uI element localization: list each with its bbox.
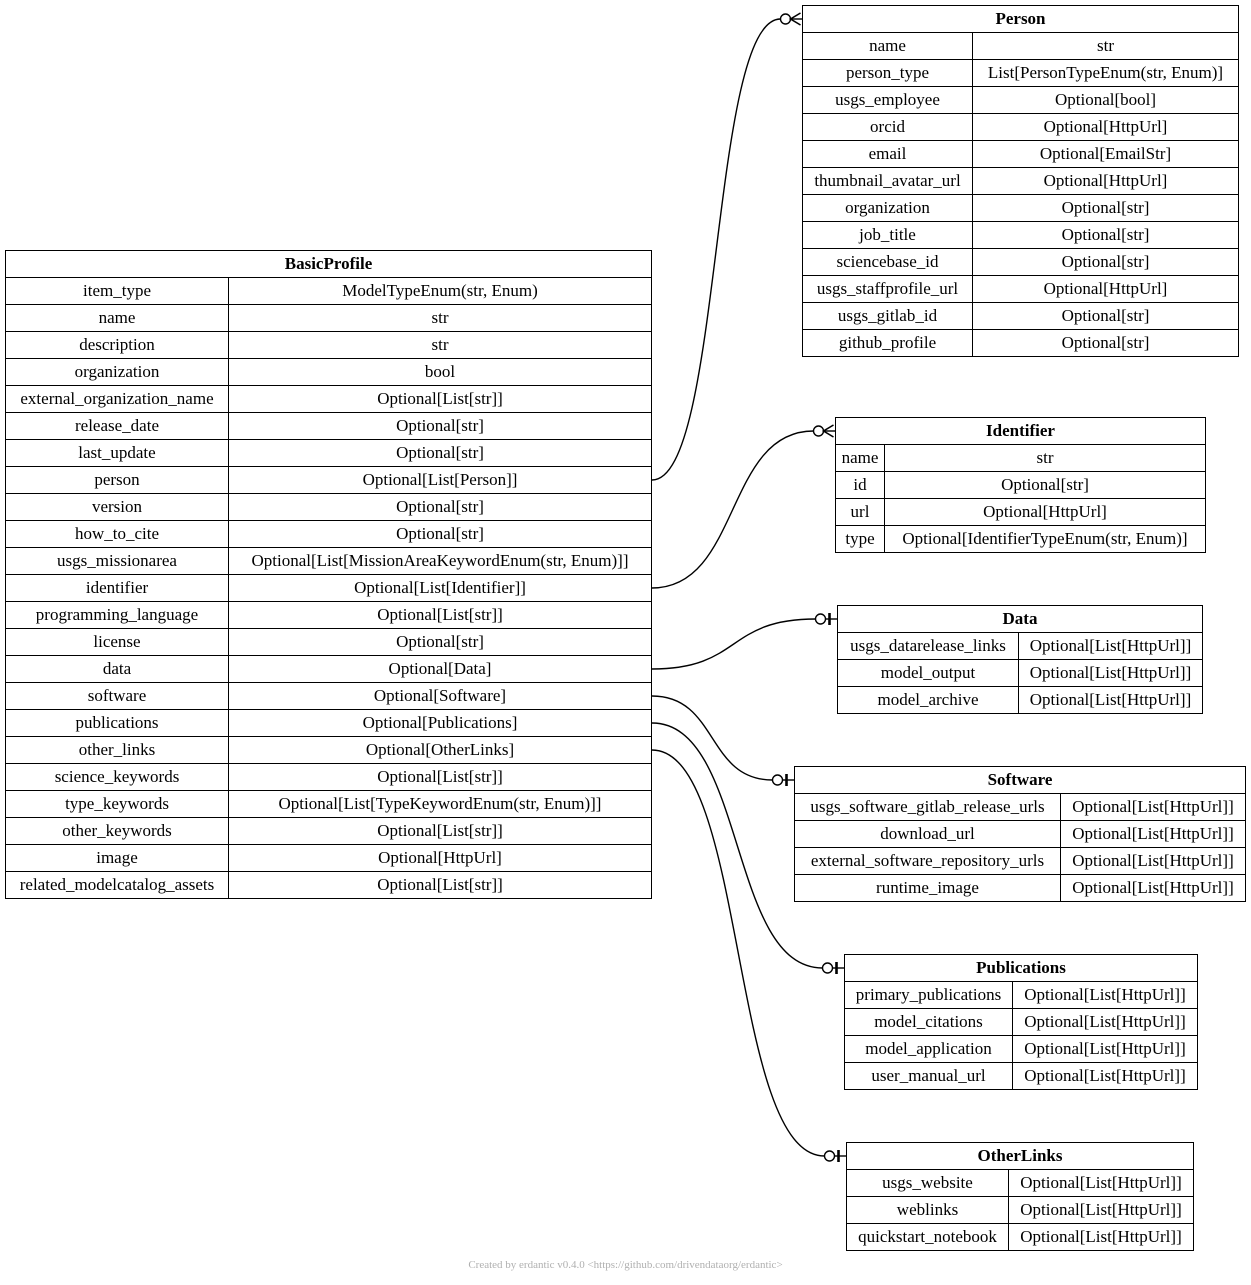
- field-row-image: [6, 845, 652, 872]
- field-name: id: [836, 472, 885, 499]
- entity-table-data: [837, 605, 1203, 714]
- field-name: external_organization_name: [6, 386, 229, 413]
- field-type: Optional[List[HttpUrl]]: [1061, 821, 1246, 848]
- field-type: Optional[str]: [229, 629, 652, 656]
- field-type: Optional[EmailStr]: [973, 141, 1239, 168]
- field-row-description: [6, 332, 652, 359]
- entity-table-identifier: [835, 417, 1206, 553]
- field-row-usgs-software-gitlab-release-urls: [795, 794, 1246, 821]
- field-name: thumbnail_avatar_url: [803, 168, 973, 195]
- field-type: Optional[List[HttpUrl]]: [1061, 875, 1246, 902]
- field-name: identifier: [6, 575, 229, 602]
- field-row-last-update: [6, 440, 652, 467]
- entity-table-person: [802, 5, 1239, 357]
- edge-line: [652, 696, 773, 780]
- field-type: Optional[List[HttpUrl]]: [1013, 1063, 1198, 1090]
- field-type: Optional[List[HttpUrl]]: [1019, 633, 1203, 660]
- field-type: Optional[Software]: [229, 683, 652, 710]
- entity-title: Identifier: [836, 418, 1206, 445]
- field-type: str: [229, 305, 652, 332]
- field-type: Optional[HttpUrl]: [973, 276, 1239, 303]
- field-row-usgs-datarelease-links: [838, 633, 1203, 660]
- field-type: Optional[str]: [229, 494, 652, 521]
- field-name: orcid: [803, 114, 973, 141]
- field-row-how-to-cite: [6, 521, 652, 548]
- field-row-item-type: [6, 278, 652, 305]
- field-name: external_software_repository_urls: [795, 848, 1061, 875]
- field-type: Optional[List[str]]: [229, 818, 652, 845]
- entity-table-basicprofile: [5, 250, 652, 899]
- field-row-usgs-staffprofile-url: [803, 276, 1239, 303]
- field-type: Optional[List[HttpUrl]]: [1013, 1036, 1198, 1063]
- field-row-science-keywords: [6, 764, 652, 791]
- field-type: Optional[List[Identifier]]: [229, 575, 652, 602]
- field-type: Optional[List[str]]: [229, 764, 652, 791]
- field-row-model-citations: [845, 1009, 1198, 1036]
- field-row-job-title: [803, 222, 1239, 249]
- field-name: weblinks: [847, 1197, 1009, 1224]
- field-row-url: [836, 499, 1206, 526]
- field-name: url: [836, 499, 885, 526]
- field-type: str: [229, 332, 652, 359]
- entity-header-row: [6, 251, 652, 278]
- field-name: model_output: [838, 660, 1019, 687]
- field-name: name: [803, 33, 973, 60]
- edge-software: [652, 696, 795, 786]
- field-row-name: [6, 305, 652, 332]
- field-type: Optional[List[str]]: [229, 386, 652, 413]
- field-name: description: [6, 332, 229, 359]
- field-type: Optional[str]: [973, 330, 1239, 357]
- field-row-name: [836, 445, 1206, 472]
- field-type: Optional[IdentifierTypeEnum(str, Enum)]: [885, 526, 1206, 553]
- field-type: Optional[List[TypeKeywordEnum(str, Enum)]]: [229, 791, 652, 818]
- field-row-github-profile: [803, 330, 1239, 357]
- field-type: str: [885, 445, 1206, 472]
- entity-table-publications: [844, 954, 1198, 1090]
- field-row-organization: [6, 359, 652, 386]
- field-type: Optional[List[str]]: [229, 602, 652, 629]
- field-name: quickstart_notebook: [847, 1224, 1009, 1251]
- field-type: Optional[Publications]: [229, 710, 652, 737]
- field-row-sciencebase-id: [803, 249, 1239, 276]
- optional-circle-icon: [823, 963, 833, 973]
- field-row-type-keywords: [6, 791, 652, 818]
- field-row-organization: [803, 195, 1239, 222]
- field-name: image: [6, 845, 229, 872]
- field-name: name: [6, 305, 229, 332]
- field-type: Optional[HttpUrl]: [973, 114, 1239, 141]
- field-type: Optional[str]: [229, 413, 652, 440]
- entity-header-row: [838, 606, 1203, 633]
- field-name: usgs_staffprofile_url: [803, 276, 973, 303]
- field-name: software: [6, 683, 229, 710]
- field-type: Optional[List[MissionAreaKeywordEnum(str, Enum)]]: [229, 548, 652, 575]
- field-name: publications: [6, 710, 229, 737]
- field-name: organization: [803, 195, 973, 222]
- edge-line: [652, 431, 814, 588]
- entity-title: Publications: [845, 955, 1198, 982]
- field-name: name: [836, 445, 885, 472]
- entity-header-row: [847, 1143, 1194, 1170]
- field-row-usgs-website: [847, 1170, 1194, 1197]
- entity-title: OtherLinks: [847, 1143, 1194, 1170]
- field-type: Optional[str]: [973, 195, 1239, 222]
- field-name: email: [803, 141, 973, 168]
- entity-table-otherlinks: [846, 1142, 1194, 1251]
- field-type: Optional[List[HttpUrl]]: [1019, 687, 1203, 714]
- field-name: other_links: [6, 737, 229, 764]
- field-name: related_modelcatalog_assets: [6, 872, 229, 899]
- field-name: usgs_gitlab_id: [803, 303, 973, 330]
- field-row-external-software-repository-urls: [795, 848, 1246, 875]
- field-type: Optional[List[HttpUrl]]: [1013, 1009, 1198, 1036]
- field-row-usgs-employee: [803, 87, 1239, 114]
- field-name: usgs_missionarea: [6, 548, 229, 575]
- field-type: Optional[Data]: [229, 656, 652, 683]
- optional-circle-icon: [773, 775, 783, 785]
- field-row-usgs-missionarea: [6, 548, 652, 575]
- footer-credit: Created by erdantic v0.4.0 <https://github.com/drivendataorg/erdantic>: [468, 1259, 783, 1271]
- field-name: user_manual_url: [845, 1063, 1013, 1090]
- field-row-primary-publications: [845, 982, 1198, 1009]
- field-name: type: [836, 526, 885, 553]
- field-type: Optional[List[Person]]: [229, 467, 652, 494]
- field-row-runtime-image: [795, 875, 1246, 902]
- field-name: person: [6, 467, 229, 494]
- field-row-orcid: [803, 114, 1239, 141]
- field-row-download-url: [795, 821, 1246, 848]
- field-name: github_profile: [803, 330, 973, 357]
- field-type: Optional[str]: [229, 440, 652, 467]
- field-type: ModelTypeEnum(str, Enum): [229, 278, 652, 305]
- field-row-id: [836, 472, 1206, 499]
- entity-header-row: [795, 767, 1246, 794]
- field-name: usgs_datarelease_links: [838, 633, 1019, 660]
- field-type: Optional[List[str]]: [229, 872, 652, 899]
- field-type: Optional[str]: [885, 472, 1206, 499]
- optional-circle-icon: [825, 1151, 835, 1161]
- field-name: science_keywords: [6, 764, 229, 791]
- field-row-other-links: [6, 737, 652, 764]
- field-name: how_to_cite: [6, 521, 229, 548]
- field-name: runtime_image: [795, 875, 1061, 902]
- edge-line: [652, 19, 781, 480]
- field-row-person: [6, 467, 652, 494]
- field-row-quickstart-notebook: [847, 1224, 1194, 1251]
- field-name: type_keywords: [6, 791, 229, 818]
- field-type: Optional[str]: [229, 521, 652, 548]
- field-type: Optional[List[HttpUrl]]: [1019, 660, 1203, 687]
- field-name: person_type: [803, 60, 973, 87]
- field-name: sciencebase_id: [803, 249, 973, 276]
- field-name: other_keywords: [6, 818, 229, 845]
- field-type: Optional[List[HttpUrl]]: [1013, 982, 1198, 1009]
- field-row-data: [6, 656, 652, 683]
- field-name: version: [6, 494, 229, 521]
- entity-header-row: [803, 6, 1239, 33]
- field-type: Optional[List[HttpUrl]]: [1009, 1224, 1194, 1251]
- field-name: organization: [6, 359, 229, 386]
- field-row-type: [836, 526, 1206, 553]
- field-row-release-date: [6, 413, 652, 440]
- entity-header-row: [845, 955, 1198, 982]
- field-type: Optional[HttpUrl]: [973, 168, 1239, 195]
- field-row-person-type: [803, 60, 1239, 87]
- field-name: job_title: [803, 222, 973, 249]
- field-name: data: [6, 656, 229, 683]
- field-row-version: [6, 494, 652, 521]
- field-row-model-archive: [838, 687, 1203, 714]
- field-name: item_type: [6, 278, 229, 305]
- field-name: model_archive: [838, 687, 1019, 714]
- field-row-publications: [6, 710, 652, 737]
- field-type: bool: [229, 359, 652, 386]
- field-name: programming_language: [6, 602, 229, 629]
- field-row-thumbnail-avatar-url: [803, 168, 1239, 195]
- field-row-email: [803, 141, 1239, 168]
- optional-circle-icon: [816, 614, 826, 624]
- field-name: usgs_employee: [803, 87, 973, 114]
- field-row-other-keywords: [6, 818, 652, 845]
- field-name: release_date: [6, 413, 229, 440]
- field-type: Optional[bool]: [973, 87, 1239, 114]
- entity-table-software: [794, 766, 1246, 902]
- entity-title: Person: [803, 6, 1239, 33]
- field-row-model-output: [838, 660, 1203, 687]
- entity-title: BasicProfile: [6, 251, 652, 278]
- edge-data: [652, 613, 838, 669]
- field-type: Optional[str]: [973, 249, 1239, 276]
- field-type: Optional[str]: [973, 303, 1239, 330]
- entity-title: Software: [795, 767, 1246, 794]
- field-name: primary_publications: [845, 982, 1013, 1009]
- field-name: last_update: [6, 440, 229, 467]
- field-row-software: [6, 683, 652, 710]
- field-row-user-manual-url: [845, 1063, 1198, 1090]
- entity-header-row: [836, 418, 1206, 445]
- field-type: str: [973, 33, 1239, 60]
- field-type: Optional[HttpUrl]: [229, 845, 652, 872]
- field-type: Optional[List[HttpUrl]]: [1009, 1197, 1194, 1224]
- field-name: usgs_website: [847, 1170, 1009, 1197]
- field-type: Optional[List[HttpUrl]]: [1061, 848, 1246, 875]
- field-name: usgs_software_gitlab_release_urls: [795, 794, 1061, 821]
- field-row-license: [6, 629, 652, 656]
- field-type: Optional[OtherLinks]: [229, 737, 652, 764]
- field-row-model-application: [845, 1036, 1198, 1063]
- field-type: Optional[List[HttpUrl]]: [1061, 794, 1246, 821]
- field-row-related-modelcatalog-assets: [6, 872, 652, 899]
- field-row-identifier: [6, 575, 652, 602]
- field-row-external-organization-name: [6, 386, 652, 413]
- edge-person: [652, 13, 803, 480]
- field-type: Optional[str]: [973, 222, 1239, 249]
- field-name: model_application: [845, 1036, 1013, 1063]
- edge-line: [652, 619, 816, 669]
- field-row-programming-language: [6, 602, 652, 629]
- field-name: license: [6, 629, 229, 656]
- entity-title: Data: [838, 606, 1203, 633]
- field-type: Optional[HttpUrl]: [885, 499, 1206, 526]
- field-type: List[PersonTypeEnum(str, Enum)]: [973, 60, 1239, 87]
- field-name: model_citations: [845, 1009, 1013, 1036]
- field-row-usgs-gitlab-id: [803, 303, 1239, 330]
- field-type: Optional[List[HttpUrl]]: [1009, 1170, 1194, 1197]
- field-name: download_url: [795, 821, 1061, 848]
- field-row-weblinks: [847, 1197, 1194, 1224]
- field-row-name: [803, 33, 1239, 60]
